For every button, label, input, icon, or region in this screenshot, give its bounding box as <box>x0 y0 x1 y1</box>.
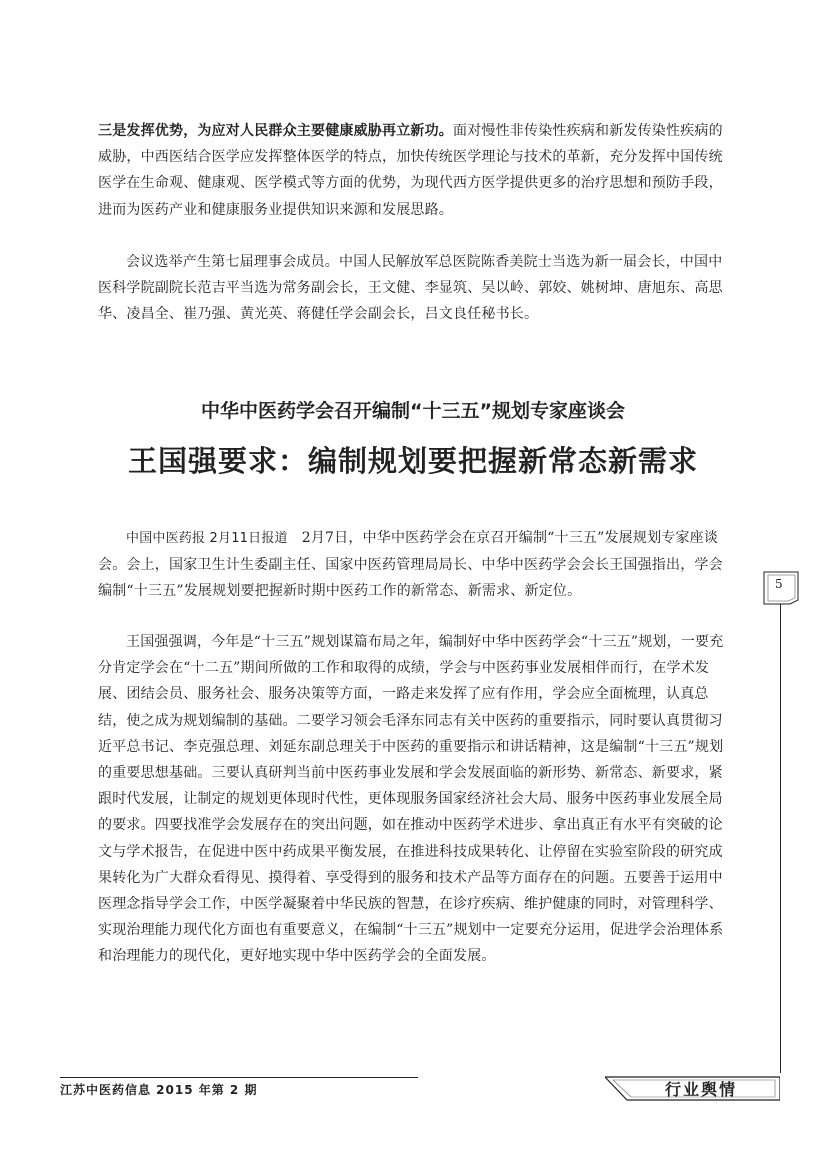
article-subtitle: 中华中医药学会召开编制“十三五”规划专家座谈会 <box>201 400 625 422</box>
news-source: 中国中医药报 2月11日报道 <box>126 531 288 546</box>
section-label: 行业舆情 <box>665 1080 738 1099</box>
article1-paragraph-1 <box>98 118 734 223</box>
margin-rule <box>780 595 781 1073</box>
page-number: 5 <box>775 577 783 591</box>
footer-rule <box>60 1077 418 1078</box>
article2-paragraph-1 <box>98 525 734 605</box>
article-title: 王国强要求：编制规划要把握新常态新需求 <box>127 444 698 478</box>
article2-paragraph-2: 王国强强调，今年是“十三五”规划谋篇布局之年，编制好中华中医药学会“十三五”规划，一要充分肯定学会在“十二五”期间所做的工作和取得的成绩，学会与中医药事业发展相伴而行，在学术发展、团结会员、服务社会、服务决策等方面，一路走来发挥了应有作用，学会应全面梳理，认真总结，使之成为规划编制的基础。二要学习领会毛泽东同志有关中医药的重要指示，同时要认真贯彻习近平总书记、李克强总理、刘延东副总理关于中医药的重要指示和讲话精神，这是编制“十三五”规划的重要思想基础。三要认真研判当前中医药事业发展和学会发展面临的新形势、新常态、新要求，紧跟时代发展，让制定的规划更体现时代性，更体现服务国家经济社会大局、服务中医药事业发展全局的要求。四要找准学会发展存在的突出问题，如在推动中医药学术进步、拿出真正有水平有突破的论文与学术报告，在促进中医中药成果平衡发展，在推进科技成果转化、让停留在实验室阶段的研究成果转化为广大群众看得见、摸得着、享受得到的服务和技术产品等方面存在的问题。五要善于运用中医理念指导学会工作，中医学凝聚着中华民族的智慧，在诊疗疾病、维护健康的同时，对管理科学、实现治理能力现代化方面也有重要意义，在编制“十三五”规划中一定要充分运用，促进学会治理体系和治理能力的现代化，更好地实现中华中医药学会的全面发展。 <box>98 634 724 965</box>
article1-paragraph-2: 会议选举产生第七届理事会成员。中国人民解放军总医院陈香美院士当选为新一届会长，中国中医科学院副院长范吉平当选为常务副会长，王文健、李显筑、吴以岭、郭姣、姚树坤、唐旭东、高思华、凌昌全、崔乃强、黄光英、蒋健任学会副会长，吕文良任秘书长。 <box>98 254 723 323</box>
paragraph-lead: 三是发挥优势，为应对人民群众主要健康威胁再立新功。 <box>98 123 453 139</box>
paragraph-body: 面对慢性非传染性疾病和新发传染性疾病的威胁，中西医结合医学应发挥整体医学的特点，加快传统医学理论与技术的革新，充分发挥中国传统医学在生命观、健康观、医学模式等方面的优势，为现代西方医学提供更多的治疗思想和预防手段，进而为医药产业和健康服务业提供知识来源和发展思路。 <box>98 123 723 218</box>
paragraph-body: 2月7日，中华中医药学会在京召开编制“十三五”发展规划专家座谈会。会上，国家卫生计生委副主任、国家中医药管理局局长、中华中医药学会会长王国强指出，学会编制“十三五”发展规划要把握新时期中医药工作的新常态、新需求、新定位。 <box>98 530 723 600</box>
journal-issue: 江苏中医药信息 2015 年第 2 期 <box>60 1083 258 1097</box>
